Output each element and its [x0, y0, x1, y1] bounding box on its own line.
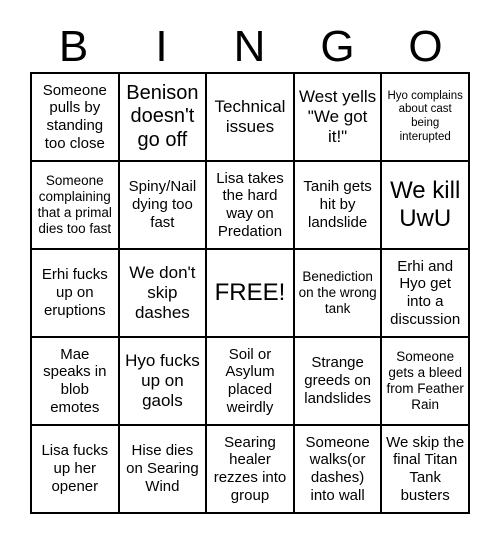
- bingo-cell-r5-c1[interactable]: Lisa fucks up her opener: [31, 425, 119, 513]
- bingo-cell-r3-c5[interactable]: Erhi and Hyo get into a discussion: [381, 249, 469, 337]
- bingo-card: [30, 72, 470, 514]
- bingo-cell-r5-c3[interactable]: Searing healer rezzes into group: [206, 425, 294, 513]
- bingo-cell-r3-c4[interactable]: Benediction on the wrong tank: [294, 249, 382, 337]
- bingo-cell-r5-c4[interactable]: Someone walks(or dashes) into wall: [294, 425, 382, 513]
- header-letter-g: G: [320, 22, 356, 71]
- bingo-header: [30, 22, 470, 72]
- header-letter-n: N: [233, 22, 267, 71]
- bingo-cell-r1-c2[interactable]: Benison doesn't go off: [119, 73, 207, 161]
- bingo-cell-r2-c4[interactable]: Tanih gets hit by landslide: [294, 161, 382, 249]
- header-letter-i: I: [155, 22, 169, 71]
- bingo-cell-r2-c3[interactable]: Lisa takes the hard way on Predation: [206, 161, 294, 249]
- bingo-cell-r2-c2[interactable]: Spiny/Nail dying too fast: [119, 161, 207, 249]
- header-letter-o: O: [408, 22, 444, 71]
- bingo-cell-r4-c4[interactable]: Strange greeds on landslides: [294, 337, 382, 425]
- bingo-cell-r4-c1[interactable]: Mae speaks in blob emotes: [31, 337, 119, 425]
- bingo-cell-r3-c1[interactable]: Erhi fucks up on eruptions: [31, 249, 119, 337]
- bingo-cell-r2-c1[interactable]: Someone complaining that a primal dies too fast: [31, 161, 119, 249]
- bingo-cell-r3-c2[interactable]: We don't skip dashes: [119, 249, 207, 337]
- bingo-cell-r1-c4[interactable]: West yells "We got it!": [294, 73, 382, 161]
- bingo-cell-r1-c5[interactable]: Hyo complains about cast being interupted: [381, 73, 469, 161]
- bingo-cell-free[interactable]: FREE!: [206, 249, 294, 337]
- header-letter-b: B: [58, 22, 90, 71]
- bingo-cell-r4-c2[interactable]: Hyo fucks up on gaols: [119, 337, 207, 425]
- bingo-cell-r4-c3[interactable]: Soil or Asylum placed weirdly: [206, 337, 294, 425]
- bingo-cell-r5-c2[interactable]: Hise dies on Searing Wind: [119, 425, 207, 513]
- bingo-cell-r4-c5[interactable]: Someone gets a bleed from Feather Rain: [381, 337, 469, 425]
- bingo-cell-r1-c3[interactable]: Technical issues: [206, 73, 294, 161]
- bingo-cell-r2-c5[interactable]: We kill UwU: [381, 161, 469, 249]
- bingo-cell-r1-c1[interactable]: Someone pulls by standing too close: [31, 73, 119, 161]
- bingo-cell-r5-c5[interactable]: We skip the final Titan Tank busters: [381, 425, 469, 513]
